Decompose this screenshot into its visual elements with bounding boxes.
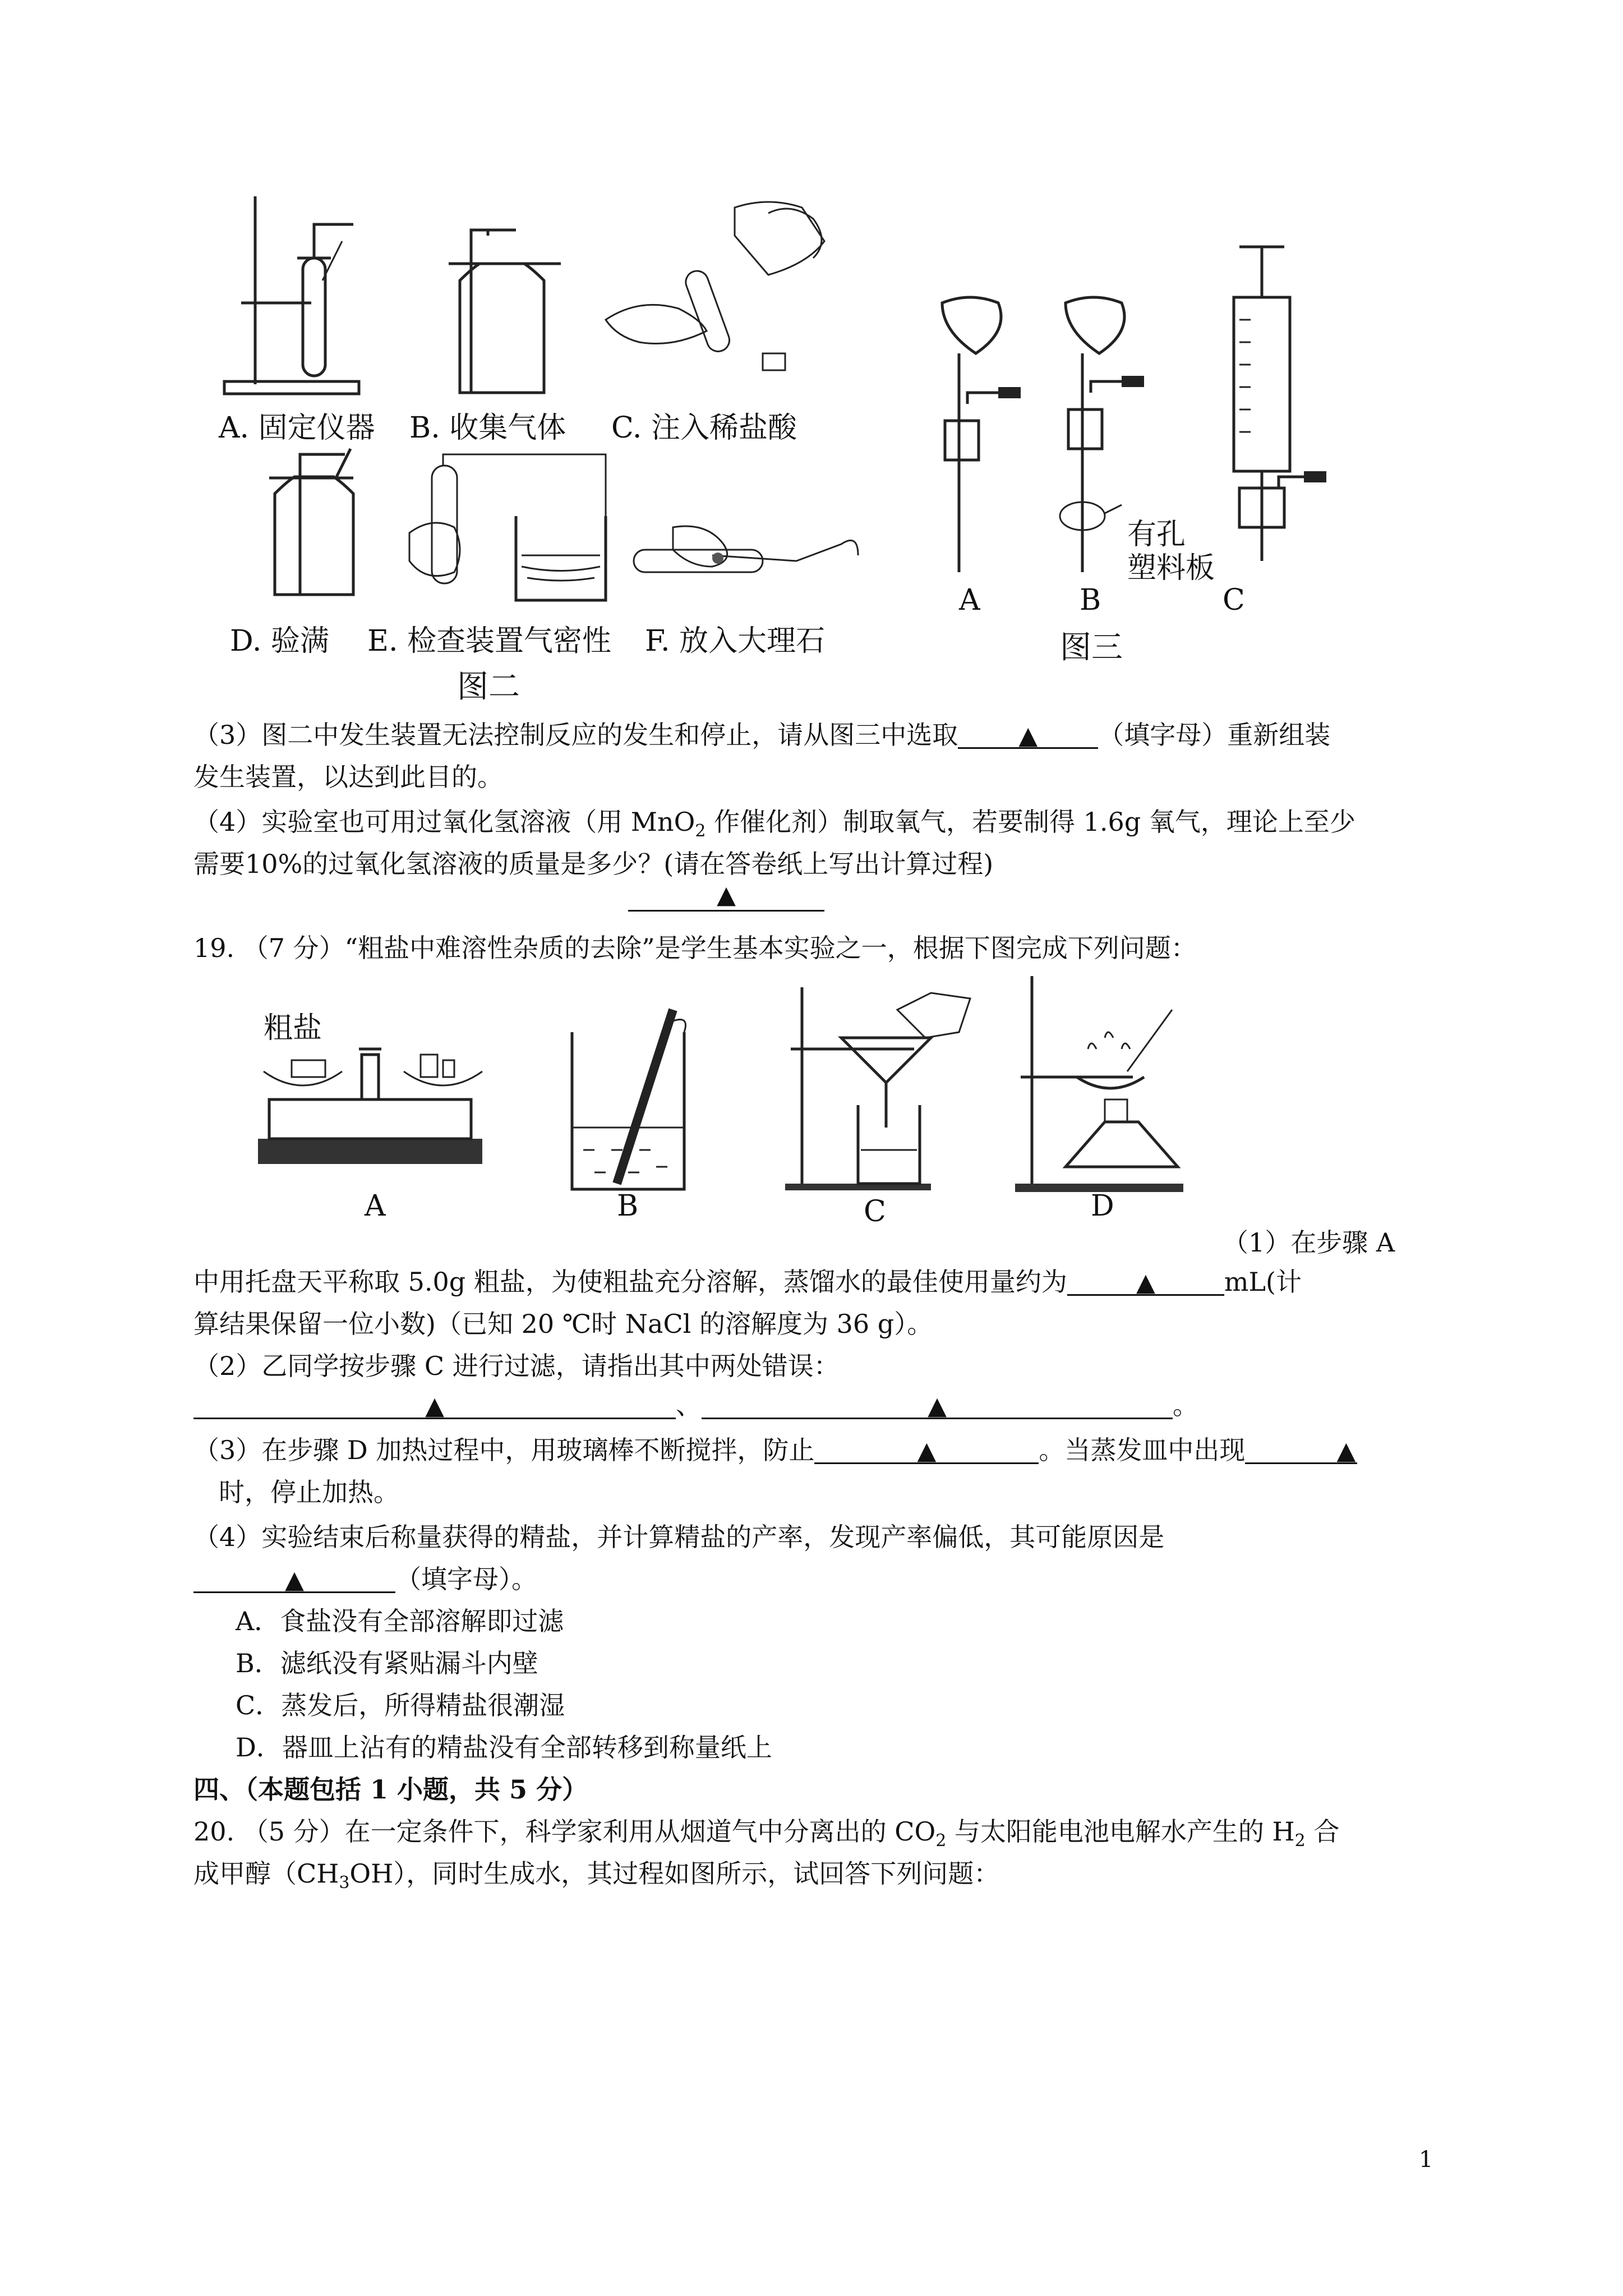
fig3-label-a: A (959, 583, 980, 617)
q19-part4-line2: ▲ （填字母）。 (193, 1562, 537, 1596)
fig2-apparatus-c (600, 196, 852, 387)
q19-p4-blank[interactable]: ▲ (193, 1562, 395, 1593)
fig2-apparatus-a (213, 196, 370, 398)
q19-p2-blank-1[interactable]: ▲ (193, 1388, 676, 1419)
q19-option-d: D．器皿上沾有的精盐没有全部转移到称量纸上 (236, 1732, 772, 1763)
q19-p3-blank-1[interactable]: ▲ (814, 1433, 1039, 1464)
fig2-title: 图二 (457, 669, 520, 705)
q19-part2: （2）乙同学按步骤 C 进行过滤，请指出其中两处错误： (193, 1351, 840, 1381)
q18-part4-line2: 需要10%的过氧化氢溶液的质量是多少？(请在答卷纸上写出计算过程) (193, 849, 994, 879)
q19-fig-label-c: C (864, 1195, 886, 1228)
q19-fig-label-d: D (1091, 1189, 1114, 1223)
fig2-apparatus-d (258, 443, 370, 606)
fig3-apparatus-c (1206, 247, 1329, 561)
q19-intro: 19. （7 分）“粗盐中难溶性杂质的去除”是学生基本实验之一，根据下图完成下列问题： (193, 933, 1197, 963)
q19-option-a: A．食盐没有全部溶解即过滤 (236, 1606, 564, 1636)
fig2-caption-b: B. 收集气体 (409, 411, 566, 445)
q19-part1-lead: （1）在步骤 A (1223, 1227, 1395, 1258)
fig3-plate-label-1: 有孔 (1127, 518, 1186, 551)
q19-filtration-c (785, 987, 987, 1195)
q19-beaker-b (561, 999, 707, 1206)
fig3-title: 图三 (1060, 629, 1123, 666)
q18-part4-line1: （4）实验室也可用过氧化氢溶液（用 MnO$_2$ 作催化剂）制取氧气，若要制得 1.6g 氧气，理论上至少 (193, 807, 1355, 841)
fig2-apparatus-f (623, 494, 858, 595)
q20-line2: 成甲醇$(CH_3OH)$，同时生成水，其过程如图所示，试回答下列问题： (193, 1858, 1000, 1893)
q18-p4-blank[interactable]: ▲ (628, 881, 824, 912)
section4-heading: 四、（本题包括 1 小题，共 5 分） (193, 1774, 588, 1805)
q18-p3-blank[interactable]: ▲ (958, 718, 1098, 749)
fig2-caption-f: F. 放入大理石 (645, 624, 826, 658)
page-number: 1 (1419, 2147, 1433, 2173)
q19-part1-line2: 算结果保留一位小数)（已知 20 ℃时 NaCl 的溶解度为 36 g）。 (193, 1309, 933, 1339)
q19-part1-line1: 中用托盘天平称取 5.0g 粗盐，为使粗盐充分溶解，蒸馏水的最佳使用量约为 ▲ mL(计 (193, 1265, 1302, 1299)
q19-option-c: C．蒸发后，所得精盐很潮湿 (236, 1690, 565, 1720)
fig2-apparatus-e (387, 449, 628, 617)
q19-p3-blank-2[interactable]: ▲ (1245, 1433, 1357, 1464)
fig2-caption-a: A. 固定仪器 (219, 411, 375, 445)
q18-part3-line1: （3）图二中发生装置无法控制反应的发生和停止，请从图三中选取 ▲ （填字母）重新组装 (193, 718, 1330, 752)
q19-p1-blank[interactable]: ▲ (1067, 1265, 1224, 1296)
q19-fig-label-b: B (617, 1189, 639, 1223)
fig3-label-c: C (1223, 583, 1245, 617)
q19-part4-line1: （4）实验结束后称量获得的精盐，并计算精盐的产率，发现产率偏低，其可能原因是 (193, 1522, 1165, 1552)
fig3-apparatus-a (920, 292, 1032, 572)
fig2-caption-e: E. 检查装置气密性 (367, 624, 612, 658)
q19-option-b: B．滤纸没有紧贴漏斗内壁 (236, 1648, 538, 1678)
q19-evaporation-d (1004, 976, 1195, 1200)
fig2-apparatus-b (437, 224, 572, 404)
q19-part3-line1: （3）在步骤 D 加热过程中，用玻璃棒不断搅拌，防止 ▲ 。当蒸发皿中出现 ▲ (193, 1433, 1357, 1467)
q19-fig-label-a: A (365, 1189, 386, 1223)
q19-balance-a (247, 1038, 494, 1172)
q19-part3-line2: 时，停止加热。 (219, 1477, 399, 1507)
fig2-caption-c: C. 注入稀盐酸 (611, 411, 797, 445)
q19-part2-blanks: ▲ 、 ▲ 。 (193, 1388, 1198, 1422)
fig2-caption-d: D. 验满 (230, 624, 329, 658)
q20-line1: 20. （5 分）在一定条件下，科学家利用从烟道气中分离出的 $CO_2$ 与太阳能电池电解水产生的 $H_2$ 合 (193, 1816, 1340, 1851)
q18-part3-line2: 发生装置，以达到此目的。 (193, 762, 503, 792)
fig3-label-b: B (1080, 583, 1101, 617)
q19-p2-blank-2[interactable]: ▲ (702, 1388, 1173, 1419)
q19-label-coarse-salt: 粗盐 (264, 1011, 322, 1045)
fig3-plate-label-2: 塑料板 (1127, 551, 1215, 585)
